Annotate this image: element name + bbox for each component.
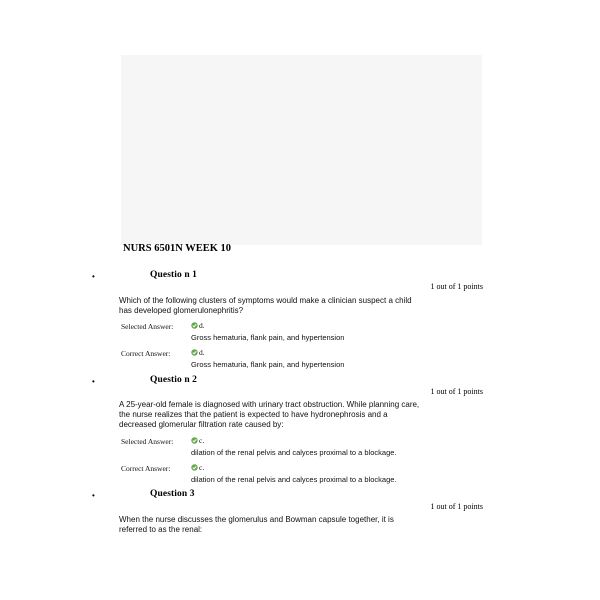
selected-answer-letter: c. [191, 436, 204, 445]
question-points: 1 out of 1 points [430, 502, 483, 511]
check-icon [191, 322, 198, 329]
question-points: 1 out of 1 points [430, 387, 483, 396]
question-title: Question 3 [150, 489, 195, 499]
selected-answer-text: dilation of the renal pelvis and calyces proximal to a blockage. [191, 448, 397, 457]
question-points: 1 out of 1 points [430, 282, 483, 291]
question-text: A 25-year-old female is diagnosed with urinary tract obstruction. While planning care, the nurse realizes that the patient is expected to have hydronephrosis and a decreased glomerular filtration rate caused by: [119, 400, 420, 429]
correct-answer-letter: c. [191, 463, 204, 472]
selected-answer-text: Gross hematuria, flank pain, and hypertension [191, 333, 345, 342]
header-image-placeholder [121, 55, 482, 245]
correct-answer-label: Correct Answer: [121, 464, 171, 473]
check-icon [191, 464, 198, 471]
correct-answer-text: Gross hematuria, flank pain, and hypertension [191, 360, 345, 369]
selected-answer-letter: d. [191, 321, 205, 330]
question-title: Questio n 1 [150, 270, 198, 280]
bullet-icon: • [92, 377, 95, 386]
selected-answer-label: Selected Answer: [121, 322, 174, 331]
correct-answer-letter: d. [191, 348, 205, 357]
question-text: When the nurse discusses the glomerulus and Bowman capsule together, it is referred to as the renal: [119, 515, 394, 534]
question-title: Questio n 2 [150, 375, 198, 385]
bullet-icon: • [92, 272, 95, 281]
correct-answer-text: dilation of the renal pelvis and calyces proximal to a blockage. [191, 475, 397, 484]
selected-answer-label: Selected Answer: [121, 437, 174, 446]
question-text: Which of the following clusters of symptoms would make a clinician suspect a child has developed glomerulonephritis? [119, 296, 412, 315]
check-icon [191, 437, 198, 444]
correct-answer-label: Correct Answer: [121, 349, 171, 358]
check-icon [191, 349, 198, 356]
bullet-icon: • [92, 491, 95, 500]
document-title: NURS 6501N WEEK 10 [123, 243, 232, 254]
